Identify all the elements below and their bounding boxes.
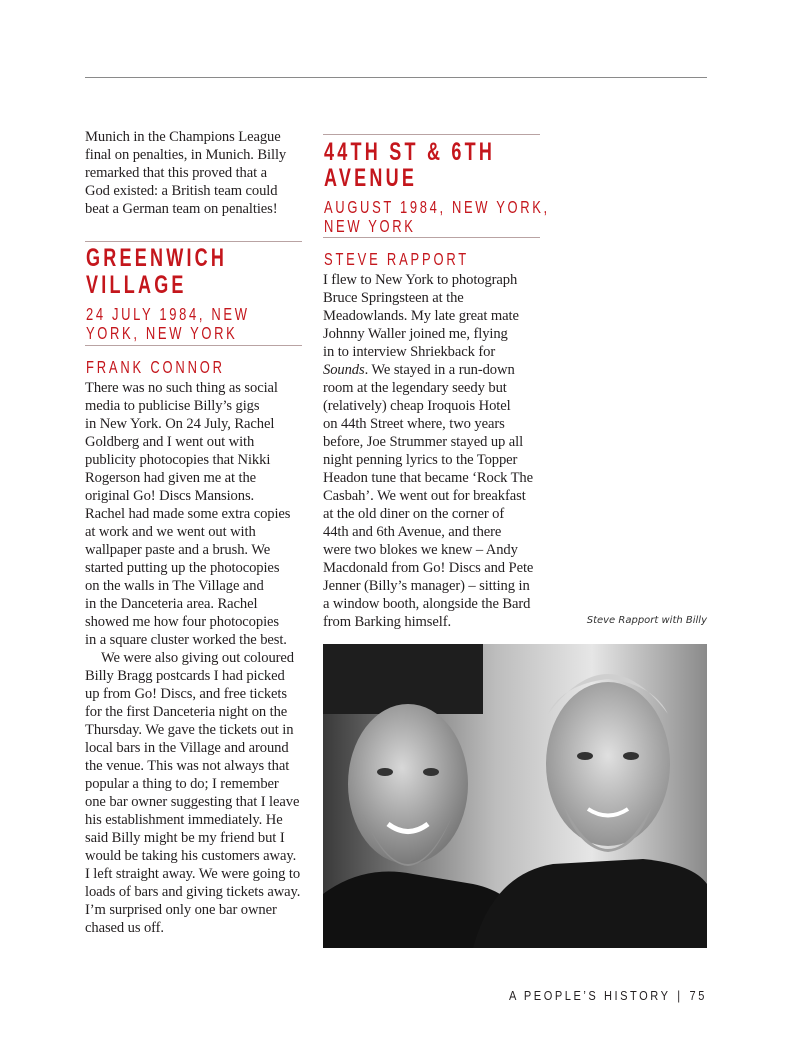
section-date-line: AUGUST 1984, NEW YORK, bbox=[324, 197, 550, 217]
section-date-line: NEW YORK bbox=[324, 215, 416, 236]
text-line bbox=[85, 847, 307, 865]
text-line-content: Johnny Waller joined me, flying bbox=[323, 326, 508, 342]
text-line-content: in New York. On 24 July, Rachel bbox=[85, 416, 275, 432]
text-line-content: Goldberg and I went out with bbox=[85, 434, 255, 450]
text-line-content: started putting up the photocopies bbox=[85, 560, 280, 576]
section-title-line: GREENWICH bbox=[86, 244, 228, 272]
text-line bbox=[85, 164, 307, 182]
text-line bbox=[323, 289, 545, 307]
page-footer bbox=[509, 988, 707, 1003]
text-line-content: Meadowlands. My late great mate bbox=[323, 308, 519, 324]
page-number: 75 bbox=[689, 988, 707, 1003]
text-line-content: beat a German team on penalties! bbox=[85, 201, 278, 217]
text-line bbox=[85, 559, 307, 577]
text-line-content: I flew to New York to photograph bbox=[323, 272, 518, 288]
section-title-line: VILLAGE bbox=[86, 271, 187, 299]
text-line-content: room at the legendary seedy but bbox=[323, 380, 507, 396]
text-line bbox=[85, 901, 307, 919]
text-line-content: original Go! Discs Mansions. bbox=[85, 488, 255, 504]
text-line bbox=[85, 793, 307, 811]
text-line-content: from Barking himself. bbox=[323, 614, 452, 630]
text-line-content: There was no such thing as social bbox=[85, 380, 278, 396]
text-line bbox=[85, 757, 307, 775]
text-line-content: 44th and 6th Avenue, and there bbox=[323, 524, 502, 540]
text-line bbox=[85, 703, 307, 721]
text-line-content: on the walls in The Village and bbox=[85, 578, 264, 594]
text-line bbox=[85, 595, 307, 613]
text-line-content: the venue. This was not always that bbox=[85, 758, 290, 774]
photo-caption: Steve Rapport with Billy bbox=[586, 615, 707, 626]
text-line bbox=[323, 379, 545, 397]
author-frank-connor bbox=[86, 358, 308, 376]
section-rule bbox=[323, 237, 540, 238]
top-rule bbox=[85, 77, 707, 78]
text-line-content: media to publicise Billy’s gigs bbox=[85, 398, 260, 414]
text-line-content: Jenner (Billy’s manager) – sitting in bbox=[323, 578, 530, 594]
text-line-content: final on penalties, in Munich. Billy bbox=[85, 147, 287, 163]
text-line bbox=[85, 829, 307, 847]
text-line-content: remarked that this proved that a bbox=[85, 165, 267, 181]
text-line-content: Macdonald from Go! Discs and Pete bbox=[323, 560, 534, 576]
text-line-content: I left straight away. We were going to bbox=[85, 866, 301, 882]
text-line bbox=[85, 128, 307, 146]
text-line bbox=[85, 865, 307, 883]
photo-steve-rapport-with-billy bbox=[323, 644, 707, 948]
text-line bbox=[323, 595, 545, 613]
text-line-content: would be taking his customers away. bbox=[85, 848, 297, 864]
text-line bbox=[323, 613, 545, 631]
text-line bbox=[85, 631, 307, 649]
text-line-content: in to interview Shriekback for bbox=[323, 344, 496, 360]
text-line bbox=[85, 397, 307, 415]
text-line bbox=[85, 541, 307, 559]
text-line-content: wallpaper paste and a brush. We bbox=[85, 542, 271, 558]
text-line bbox=[85, 523, 307, 541]
right-body-text bbox=[323, 271, 545, 631]
text-line bbox=[323, 433, 545, 451]
text-line-content: . We stayed in a run-down bbox=[364, 362, 515, 378]
text-line bbox=[323, 451, 545, 469]
book-title: A PEOPLE’S HISTORY bbox=[509, 988, 671, 1003]
section-date-line: 24 JULY 1984, NEW bbox=[86, 304, 250, 324]
text-line bbox=[85, 649, 307, 667]
text-line-content: Rogerson had given me at the bbox=[85, 470, 257, 486]
text-line bbox=[85, 469, 307, 487]
text-line bbox=[85, 685, 307, 703]
text-line-content: on 44th Street where, two years bbox=[323, 416, 505, 432]
section-rule bbox=[85, 241, 302, 242]
text-line bbox=[85, 667, 307, 685]
text-line-content: Bruce Springsteen at the bbox=[323, 290, 464, 306]
text-line-content: Thursday. We gave the tickets out in bbox=[85, 722, 294, 738]
text-line-content: up from Go! Discs, and free tickets bbox=[85, 686, 287, 702]
italic-title: Sounds bbox=[323, 362, 365, 378]
text-line-content: popular a thing to do; I remember bbox=[85, 776, 279, 792]
text-line bbox=[323, 343, 545, 361]
text-line bbox=[85, 739, 307, 757]
text-line-content: Casbah’. We went out for breakfast bbox=[323, 488, 526, 504]
text-line bbox=[323, 559, 545, 577]
text-line-content: publicity photocopies that Nikki bbox=[85, 452, 271, 468]
text-line-content: in the Danceteria area. Rachel bbox=[85, 596, 258, 612]
text-line-content: Munich in the Champions League bbox=[85, 129, 281, 145]
section-title-line: 44TH ST & 6TH bbox=[324, 138, 496, 166]
text-line bbox=[85, 487, 307, 505]
text-line bbox=[85, 577, 307, 595]
text-line-content: were two blokes we knew – Andy bbox=[323, 542, 518, 558]
text-line-content: for the first Danceteria night on the bbox=[85, 704, 288, 720]
section-title-greenwich-village bbox=[86, 246, 308, 342]
text-line-content: said Billy might be my friend but I bbox=[85, 830, 285, 846]
text-line bbox=[85, 379, 307, 397]
section-date-line: YORK, NEW YORK bbox=[86, 322, 238, 343]
section-rule bbox=[323, 134, 540, 135]
text-line-content: God existed: a British team could bbox=[85, 183, 278, 199]
text-line-content: chased us off. bbox=[85, 920, 164, 936]
text-line bbox=[85, 415, 307, 433]
text-line-content: loads of bars and giving tickets away. bbox=[85, 884, 301, 900]
text-line bbox=[323, 487, 545, 505]
text-line bbox=[85, 919, 307, 937]
text-line bbox=[85, 433, 307, 451]
text-line bbox=[323, 415, 545, 433]
section-title-line: AVENUE bbox=[324, 164, 418, 192]
text-line-content: (relatively) cheap Iroquois Hotel bbox=[323, 398, 511, 414]
text-line-content: a window booth, alongside the Bard bbox=[323, 596, 531, 612]
text-line bbox=[323, 361, 545, 379]
text-line-content: his establishment immediately. He bbox=[85, 812, 283, 828]
text-line-content: Rachel had made some extra copies bbox=[85, 506, 291, 522]
footer-separator: | bbox=[677, 988, 683, 1003]
text-line-content: in a square cluster worked the best. bbox=[85, 632, 287, 648]
text-line-content: Billy Bragg postcards I had picked bbox=[85, 668, 285, 684]
left-intro-text bbox=[85, 128, 307, 218]
author-name: FRANK CONNOR bbox=[86, 357, 225, 377]
text-line-content: before, Joe Strummer stayed up all bbox=[323, 434, 524, 450]
text-line-content: I’m surprised only one bar owner bbox=[85, 902, 277, 918]
text-line-content: one bar owner suggesting that I leave bbox=[85, 794, 300, 810]
text-line bbox=[323, 271, 545, 289]
text-line-content: night penning lyrics to the Topper bbox=[323, 452, 518, 468]
section-rule bbox=[85, 345, 302, 346]
text-line-content: local bars in the Village and around bbox=[85, 740, 289, 756]
text-line bbox=[323, 505, 545, 523]
text-line bbox=[85, 451, 307, 469]
text-line bbox=[323, 523, 545, 541]
text-line-content: Headon tune that became ‘Rock The bbox=[323, 470, 533, 486]
text-line bbox=[323, 325, 545, 343]
left-body-text bbox=[85, 379, 307, 937]
text-line bbox=[323, 577, 545, 595]
text-line-content: showed me how four photocopies bbox=[85, 614, 279, 630]
text-line bbox=[85, 505, 307, 523]
section-title-44th-st bbox=[324, 138, 550, 236]
text-line bbox=[85, 613, 307, 631]
text-line bbox=[85, 883, 307, 901]
photo-image bbox=[323, 644, 707, 948]
text-line bbox=[85, 146, 307, 164]
author-name: STEVE RAPPORT bbox=[324, 249, 469, 269]
text-line-content: at the old diner on the corner of bbox=[323, 506, 505, 522]
text-line bbox=[323, 307, 545, 325]
text-line bbox=[85, 200, 307, 218]
text-line-content: We were also giving out coloured bbox=[101, 650, 294, 666]
text-line bbox=[85, 182, 307, 200]
author-steve-rapport bbox=[324, 250, 546, 268]
text-line bbox=[85, 721, 307, 739]
text-line bbox=[323, 397, 545, 415]
text-line bbox=[85, 775, 307, 793]
text-line bbox=[323, 541, 545, 559]
text-line bbox=[85, 811, 307, 829]
text-line-content: at work and we went out with bbox=[85, 524, 256, 540]
text-line bbox=[323, 469, 545, 487]
